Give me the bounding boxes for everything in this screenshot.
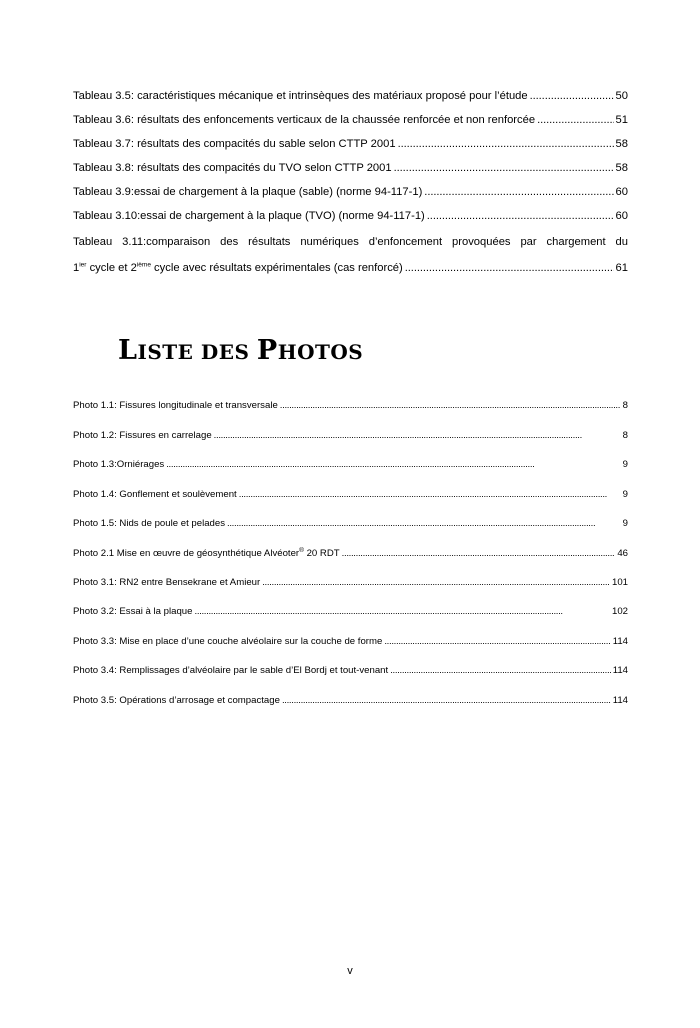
toc-entry-photo-1-4[interactable] (73, 489, 628, 500)
entry-page: 60 (615, 210, 628, 222)
dot-leader (384, 636, 610, 647)
entry-page: 9 (622, 459, 628, 470)
entry-page: 58 (615, 162, 628, 174)
toc-entry-tableau-3-11-line1[interactable]: Tableau 3.11:comparaison des résultats numériques d’enfoncement provoquées par chargement du (73, 236, 628, 248)
entry-label: Photo 1.4: Gonflement et soulèvement (73, 489, 237, 500)
toc-entry-photo-3-3[interactable] (73, 636, 628, 647)
entry-label: Tableau 3.6: résultats des enfoncements verticaux de la chaussée renforcée et non renforcée (73, 114, 536, 126)
entry-page: 8 (622, 430, 628, 441)
dot-leader (398, 138, 614, 150)
entry-page: 46 (617, 548, 628, 559)
entry-label: Photo 3.4: Remplissages d’alvéolaire par le sable d’El Bordj et tout-venant (73, 665, 389, 676)
entry-label: Tableau 3.8: résultats des compacités du TVO selon CTTP 2001 (73, 162, 392, 174)
dot-leader (427, 210, 614, 222)
cycle-1-number: 1 (73, 262, 80, 274)
dot-leader (342, 548, 616, 559)
toc-entry-photo-1-2[interactable] (73, 430, 628, 441)
toc-entry-photo-3-5[interactable] (73, 695, 628, 706)
entry-label: Photo 1.5: Nids de poule et pelades (73, 518, 226, 529)
toc-entry-photo-1-3[interactable] (73, 459, 628, 470)
entry-label (73, 548, 340, 559)
cycle-text-rest: cycle avec résultats expérimentales (cas renforcé) (150, 262, 403, 274)
entry-page: 101 (611, 577, 628, 588)
dot-leader (166, 459, 620, 470)
entry-label: Photo 3.3: Mise en place d’une couche alvéolaire sur la couche de forme (73, 636, 383, 647)
entry-label: Photo 3.1: RN2 entre Bensekrane et Amieur (73, 577, 261, 588)
toc-entry-tableau-3-8[interactable] (73, 162, 628, 174)
dot-leader (537, 114, 613, 126)
toc-entry-photo-3-2[interactable] (73, 606, 628, 617)
entry-page: 102 (611, 606, 628, 617)
entry-label: Photo 1.2: Fissures en carrelage (73, 430, 212, 441)
section-title-liste-des-photos: LISTE DES PHOTOS (118, 335, 364, 366)
toc-entry-photo-3-4[interactable] (73, 665, 628, 676)
superscript-ieme: ième (136, 261, 151, 269)
dot-leader (394, 162, 614, 174)
dot-leader (390, 665, 611, 676)
dot-leader (282, 695, 611, 706)
superscript-ier: ier (79, 261, 87, 269)
entry-page: 50 (615, 90, 628, 102)
entry-page: 9 (622, 489, 628, 500)
toc-entry-tableau-3-10[interactable] (73, 210, 628, 222)
dot-leader (424, 186, 613, 198)
dot-leader (227, 518, 621, 529)
entry-page: 58 (615, 138, 628, 150)
dot-leader (405, 262, 614, 274)
entry-page: 9 (622, 518, 628, 529)
page-number: v (347, 965, 353, 977)
dot-leader (530, 90, 614, 102)
toc-entry-tableau-3-9[interactable] (73, 186, 628, 198)
toc-entry-tableau-3-5[interactable] (73, 90, 628, 102)
dot-leader (262, 577, 610, 588)
entry-label: Tableau 3.5: caractéristiques mécanique et intrinsèques des matériaux proposé pour l’étude (73, 90, 528, 102)
dot-leader (194, 606, 610, 617)
entry-page: 8 (622, 400, 628, 411)
entry-label: Tableau 3.9:essai de chargement à la plaque (sable) (norme 94-117-1) (73, 186, 423, 198)
dot-leader (239, 489, 621, 500)
entry-page: 61 (615, 262, 628, 274)
entry-page: 114 (612, 695, 628, 706)
entry-label (73, 262, 403, 274)
toc-entry-photo-1-5[interactable] (73, 518, 628, 529)
entry-label-suffix: 20 RDT (303, 548, 340, 559)
entry-label: Photo 3.2: Essai à la plaque (73, 606, 193, 617)
entry-label: Photo 1.3:Orniérages (73, 459, 165, 470)
toc-entry-tableau-3-6[interactable] (73, 114, 628, 126)
dot-leader (280, 400, 621, 411)
entry-label: Tableau 3.10:essai de chargement à la plaque (TVO) (norme 94-117-1) (73, 210, 425, 222)
entry-page: 60 (615, 186, 628, 198)
entry-label-text: Photo 2.1 Mise en œuvre de géosynthétique Alvéoter (73, 548, 300, 559)
entry-page: 114 (612, 636, 628, 647)
entry-page: 51 (615, 114, 628, 126)
toc-entry-photo-2-1[interactable] (73, 548, 628, 559)
entry-page: 114 (612, 665, 628, 676)
toc-entry-tableau-3-11-line2[interactable] (73, 262, 628, 274)
registered-mark: ® (299, 546, 304, 554)
entry-label: Photo 3.5: Opérations d’arrosage et compactage (73, 695, 280, 706)
dot-leader (214, 430, 621, 441)
entry-label: Photo 1.1: Fissures longitudinale et transversale (73, 400, 278, 411)
toc-entry-photo-1-1[interactable] (73, 400, 628, 411)
toc-entry-photo-3-1[interactable] (73, 577, 628, 588)
entry-label: Tableau 3.7: résultats des compacités du sable selon CTTP 2001 (73, 138, 396, 150)
toc-entry-tableau-3-7[interactable] (73, 138, 628, 150)
cycle-text: cycle et 2 (86, 262, 137, 274)
